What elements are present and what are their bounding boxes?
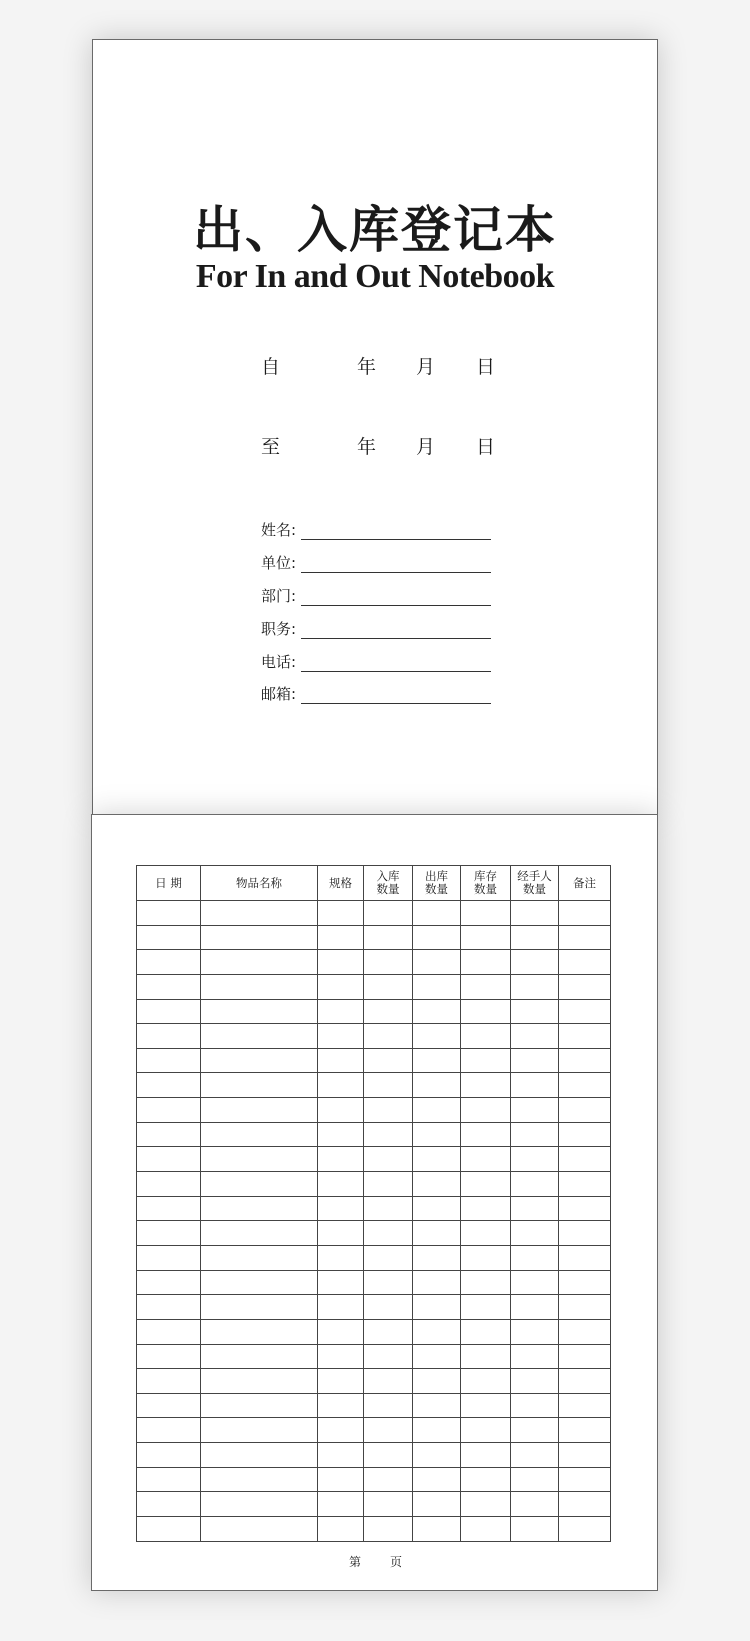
table-cell xyxy=(318,1147,364,1172)
table-cell xyxy=(461,1196,511,1221)
table-cell xyxy=(137,1344,201,1369)
table-cell xyxy=(137,1467,201,1492)
table-cell xyxy=(413,1344,461,1369)
field-department xyxy=(261,585,491,609)
column-header xyxy=(511,866,559,901)
table-cell xyxy=(559,1172,611,1197)
table-cell xyxy=(511,1418,559,1443)
table-cell xyxy=(137,1319,201,1344)
field-underline xyxy=(301,539,491,540)
table-cell xyxy=(364,974,413,999)
table-cell xyxy=(201,1393,318,1418)
table-cell xyxy=(413,999,461,1024)
field-organization xyxy=(261,552,491,576)
table-cell xyxy=(201,1443,318,1468)
table-cell xyxy=(559,1221,611,1246)
year-label: 年 xyxy=(357,356,377,378)
table-cell xyxy=(559,1443,611,1468)
table-row xyxy=(137,925,611,950)
table-cell xyxy=(559,1344,611,1369)
table-cell xyxy=(137,1221,201,1246)
table-cell xyxy=(364,1147,413,1172)
table-cell xyxy=(461,974,511,999)
table-cell xyxy=(511,1393,559,1418)
date-from-row xyxy=(93,352,657,382)
table-row xyxy=(137,1048,611,1073)
table-cell xyxy=(559,1517,611,1542)
month-label: 月 xyxy=(416,356,436,378)
table-row xyxy=(137,1172,611,1197)
title-english: For In and Out Notebook xyxy=(195,258,555,295)
field-underline xyxy=(301,703,491,704)
table-cell xyxy=(461,1344,511,1369)
to-label: 至 xyxy=(261,436,281,458)
table-row xyxy=(137,1369,611,1394)
table-cell xyxy=(318,1221,364,1246)
table-cell xyxy=(511,1122,559,1147)
table-cell xyxy=(559,974,611,999)
column-header-text: 数量 xyxy=(474,882,497,896)
table-cell xyxy=(137,1048,201,1073)
table-cell xyxy=(318,1393,364,1418)
table-cell xyxy=(201,1172,318,1197)
table-cell xyxy=(413,901,461,926)
table-cell xyxy=(559,1319,611,1344)
table-row xyxy=(137,1393,611,1418)
table-cell xyxy=(137,1098,201,1123)
table-row xyxy=(137,901,611,926)
table-cell xyxy=(364,1098,413,1123)
column-header xyxy=(413,866,461,901)
table-cell xyxy=(318,925,364,950)
table-cell xyxy=(201,901,318,926)
table-cell xyxy=(364,1467,413,1492)
table-cell xyxy=(364,1492,413,1517)
column-header xyxy=(559,866,611,901)
field-position xyxy=(261,618,491,642)
table-cell xyxy=(201,1418,318,1443)
table-cell xyxy=(511,1492,559,1517)
table-cell xyxy=(364,925,413,950)
column-header-text: 数量 xyxy=(425,882,448,896)
column-header-text: 数量 xyxy=(523,882,546,896)
table-cell xyxy=(511,950,559,975)
table-cell xyxy=(559,1467,611,1492)
column-header xyxy=(201,866,318,901)
table-cell xyxy=(461,1295,511,1320)
column-header xyxy=(364,866,413,901)
ledger-table xyxy=(136,865,611,1542)
table-cell xyxy=(559,1073,611,1098)
field-label: 单位: xyxy=(261,554,297,572)
table-row xyxy=(137,1295,611,1320)
table-row xyxy=(137,1418,611,1443)
table-cell xyxy=(511,1221,559,1246)
table-cell xyxy=(318,1098,364,1123)
table-cell xyxy=(137,1393,201,1418)
ledger-page xyxy=(91,814,658,1591)
table-cell xyxy=(137,1245,201,1270)
table-cell xyxy=(364,1517,413,1542)
table-cell xyxy=(364,1122,413,1147)
table-cell xyxy=(461,1467,511,1492)
column-header xyxy=(461,866,511,901)
table-cell xyxy=(364,1344,413,1369)
title-chinese: 出、入库登记本 xyxy=(193,200,557,259)
table-cell xyxy=(364,1172,413,1197)
table-cell xyxy=(511,1270,559,1295)
page-suffix: 页 xyxy=(390,1555,403,1569)
column-header-text: 经手人 xyxy=(517,869,552,883)
table-cell xyxy=(364,1196,413,1221)
table-cell xyxy=(364,1369,413,1394)
field-underline xyxy=(301,638,491,639)
table-cell xyxy=(413,1467,461,1492)
table-row xyxy=(137,1122,611,1147)
table-cell xyxy=(318,1443,364,1468)
table-cell xyxy=(364,1393,413,1418)
table-cell xyxy=(364,1443,413,1468)
table-cell xyxy=(201,1270,318,1295)
table-cell xyxy=(413,1122,461,1147)
table-cell xyxy=(511,1147,559,1172)
table-cell xyxy=(137,1295,201,1320)
table-cell xyxy=(318,1517,364,1542)
table-cell xyxy=(461,901,511,926)
column-header xyxy=(318,866,364,901)
from-label: 自 xyxy=(261,356,281,378)
table-cell xyxy=(511,1319,559,1344)
table-cell xyxy=(201,1467,318,1492)
table-cell xyxy=(318,1073,364,1098)
table-row xyxy=(137,1467,611,1492)
table-cell xyxy=(201,1492,318,1517)
field-label: 邮箱: xyxy=(261,685,297,703)
table-cell xyxy=(364,1418,413,1443)
table-cell xyxy=(461,1319,511,1344)
table-cell xyxy=(318,1122,364,1147)
table-cell xyxy=(559,1122,611,1147)
field-name xyxy=(261,519,491,543)
table-cell xyxy=(559,1024,611,1049)
table-cell xyxy=(511,1048,559,1073)
table-cell xyxy=(559,1295,611,1320)
table-cell xyxy=(413,1147,461,1172)
table-cell xyxy=(318,1172,364,1197)
table-cell xyxy=(137,1517,201,1542)
table-cell xyxy=(137,950,201,975)
table-row xyxy=(137,1517,611,1542)
table-cell xyxy=(413,1393,461,1418)
table-cell xyxy=(318,999,364,1024)
table-cell xyxy=(461,1172,511,1197)
page-prefix: 第 xyxy=(349,1555,362,1569)
table-cell xyxy=(201,1517,318,1542)
table-cell xyxy=(413,1245,461,1270)
table-cell xyxy=(413,1270,461,1295)
cover-page xyxy=(92,39,658,815)
table-cell xyxy=(413,925,461,950)
table-cell xyxy=(413,1295,461,1320)
table-cell xyxy=(137,1024,201,1049)
column-header-text: 规格 xyxy=(329,875,352,890)
field-email xyxy=(261,683,491,707)
table-cell xyxy=(137,1196,201,1221)
table-cell xyxy=(511,1098,559,1123)
table-cell xyxy=(511,1196,559,1221)
table-cell xyxy=(511,1245,559,1270)
table-cell xyxy=(461,1122,511,1147)
column-header-text: 数量 xyxy=(376,882,400,896)
table-cell xyxy=(461,1517,511,1542)
table-cell xyxy=(137,1443,201,1468)
table-cell xyxy=(461,1418,511,1443)
day-label: 日 xyxy=(476,356,496,378)
table-cell xyxy=(137,974,201,999)
table-cell xyxy=(364,1024,413,1049)
table-cell xyxy=(511,901,559,926)
table-cell xyxy=(413,950,461,975)
field-underline xyxy=(301,572,491,573)
table-cell xyxy=(201,974,318,999)
table-cell xyxy=(413,974,461,999)
table-cell xyxy=(201,1319,318,1344)
ledger-header-row xyxy=(137,866,611,901)
table-cell xyxy=(318,1418,364,1443)
table-cell xyxy=(559,1196,611,1221)
month-label: 月 xyxy=(416,436,436,458)
table-cell xyxy=(413,1369,461,1394)
table-cell xyxy=(201,1048,318,1073)
table-cell xyxy=(461,1393,511,1418)
table-cell xyxy=(461,1369,511,1394)
field-label: 姓名: xyxy=(261,521,297,539)
table-cell xyxy=(137,1270,201,1295)
table-cell xyxy=(201,950,318,975)
table-cell xyxy=(461,1221,511,1246)
table-cell xyxy=(559,925,611,950)
table-row xyxy=(137,950,611,975)
table-cell xyxy=(461,1098,511,1123)
table-row xyxy=(137,1073,611,1098)
table-cell xyxy=(461,1147,511,1172)
column-header-text: 物品名称 xyxy=(236,875,282,890)
field-phone xyxy=(261,651,491,675)
table-cell xyxy=(201,1295,318,1320)
table-cell xyxy=(201,925,318,950)
table-cell xyxy=(461,1245,511,1270)
table-cell xyxy=(364,901,413,926)
table-cell xyxy=(559,1492,611,1517)
table-cell xyxy=(559,999,611,1024)
table-cell xyxy=(318,1467,364,1492)
table-cell xyxy=(201,1369,318,1394)
table-cell xyxy=(201,1024,318,1049)
table-cell xyxy=(461,1443,511,1468)
table-cell xyxy=(461,999,511,1024)
table-cell xyxy=(413,1221,461,1246)
table-cell xyxy=(559,1245,611,1270)
table-cell xyxy=(201,1344,318,1369)
ledger-body xyxy=(137,901,611,1542)
field-label: 部门: xyxy=(261,587,297,605)
table-cell xyxy=(318,1492,364,1517)
table-cell xyxy=(511,1073,559,1098)
table-cell xyxy=(318,950,364,975)
field-label: 职务: xyxy=(261,620,297,638)
table-cell xyxy=(318,1048,364,1073)
table-cell xyxy=(511,1517,559,1542)
table-cell xyxy=(559,1147,611,1172)
table-cell xyxy=(364,1295,413,1320)
table-cell xyxy=(413,1048,461,1073)
column-header xyxy=(137,866,201,901)
table-cell xyxy=(413,1492,461,1517)
column-header-text: 日 期 xyxy=(155,875,182,890)
table-row xyxy=(137,1098,611,1123)
table-cell xyxy=(511,999,559,1024)
table-cell xyxy=(559,950,611,975)
table-row xyxy=(137,999,611,1024)
table-cell xyxy=(413,1443,461,1468)
date-to-row xyxy=(93,432,657,462)
table-cell xyxy=(201,1221,318,1246)
table-cell xyxy=(364,1245,413,1270)
table-cell xyxy=(413,1319,461,1344)
table-cell xyxy=(201,1073,318,1098)
table-cell xyxy=(511,1467,559,1492)
column-header-text: 出库 xyxy=(425,869,448,883)
table-cell xyxy=(318,1245,364,1270)
table-cell xyxy=(137,901,201,926)
table-cell xyxy=(559,1098,611,1123)
table-row xyxy=(137,1147,611,1172)
table-cell xyxy=(137,999,201,1024)
table-cell xyxy=(413,1172,461,1197)
table-cell xyxy=(511,1172,559,1197)
field-underline xyxy=(301,605,491,606)
table-cell xyxy=(201,999,318,1024)
column-header-text: 库存 xyxy=(474,869,497,883)
table-cell xyxy=(461,1492,511,1517)
table-cell xyxy=(318,1270,364,1295)
table-cell xyxy=(318,974,364,999)
table-cell xyxy=(137,1492,201,1517)
table-row xyxy=(137,974,611,999)
table-cell xyxy=(137,1418,201,1443)
year-label: 年 xyxy=(357,436,377,458)
table-cell xyxy=(559,901,611,926)
table-cell xyxy=(364,999,413,1024)
table-cell xyxy=(559,1418,611,1443)
table-cell xyxy=(559,1393,611,1418)
table-cell xyxy=(201,1098,318,1123)
table-cell xyxy=(413,1196,461,1221)
table-cell xyxy=(201,1196,318,1221)
table-cell xyxy=(318,1024,364,1049)
table-cell xyxy=(137,1122,201,1147)
table-row xyxy=(137,1492,611,1517)
table-cell xyxy=(364,1073,413,1098)
table-cell xyxy=(511,974,559,999)
table-cell xyxy=(511,1443,559,1468)
table-cell xyxy=(461,1073,511,1098)
table-cell xyxy=(511,1344,559,1369)
table-row xyxy=(137,1245,611,1270)
table-cell xyxy=(511,1024,559,1049)
table-row xyxy=(137,1196,611,1221)
table-cell xyxy=(413,1024,461,1049)
table-cell xyxy=(413,1418,461,1443)
table-cell xyxy=(461,1024,511,1049)
table-cell xyxy=(511,1295,559,1320)
table-cell xyxy=(201,1245,318,1270)
table-cell xyxy=(364,1319,413,1344)
column-header-text: 备注 xyxy=(573,875,596,890)
field-label: 电话: xyxy=(261,653,297,671)
table-cell xyxy=(137,1172,201,1197)
table-cell xyxy=(137,1073,201,1098)
day-label: 日 xyxy=(476,436,496,458)
table-cell xyxy=(559,1048,611,1073)
table-row xyxy=(137,1344,611,1369)
table-cell xyxy=(364,1270,413,1295)
table-row xyxy=(137,1270,611,1295)
table-row xyxy=(137,1024,611,1049)
table-row xyxy=(137,1221,611,1246)
table-cell xyxy=(201,1122,318,1147)
column-header-text: 入库 xyxy=(376,869,400,883)
table-cell xyxy=(137,1369,201,1394)
table-cell xyxy=(137,1147,201,1172)
table-cell xyxy=(413,1517,461,1542)
table-cell xyxy=(318,901,364,926)
table-cell xyxy=(364,950,413,975)
table-cell xyxy=(318,1319,364,1344)
table-cell xyxy=(511,925,559,950)
table-cell xyxy=(511,1369,559,1394)
table-cell xyxy=(461,925,511,950)
table-row xyxy=(137,1319,611,1344)
table-cell xyxy=(318,1196,364,1221)
table-cell xyxy=(364,1221,413,1246)
table-cell xyxy=(461,950,511,975)
field-underline xyxy=(301,671,491,672)
table-row xyxy=(137,1443,611,1468)
table-cell xyxy=(461,1048,511,1073)
table-cell xyxy=(201,1147,318,1172)
table-cell xyxy=(318,1369,364,1394)
table-cell xyxy=(318,1344,364,1369)
table-cell xyxy=(559,1270,611,1295)
table-cell xyxy=(364,1048,413,1073)
table-cell xyxy=(413,1098,461,1123)
table-cell xyxy=(559,1369,611,1394)
ledger-table-container xyxy=(136,865,610,1542)
table-cell xyxy=(137,925,201,950)
table-cell xyxy=(318,1295,364,1320)
table-cell xyxy=(461,1270,511,1295)
table-cell xyxy=(413,1073,461,1098)
